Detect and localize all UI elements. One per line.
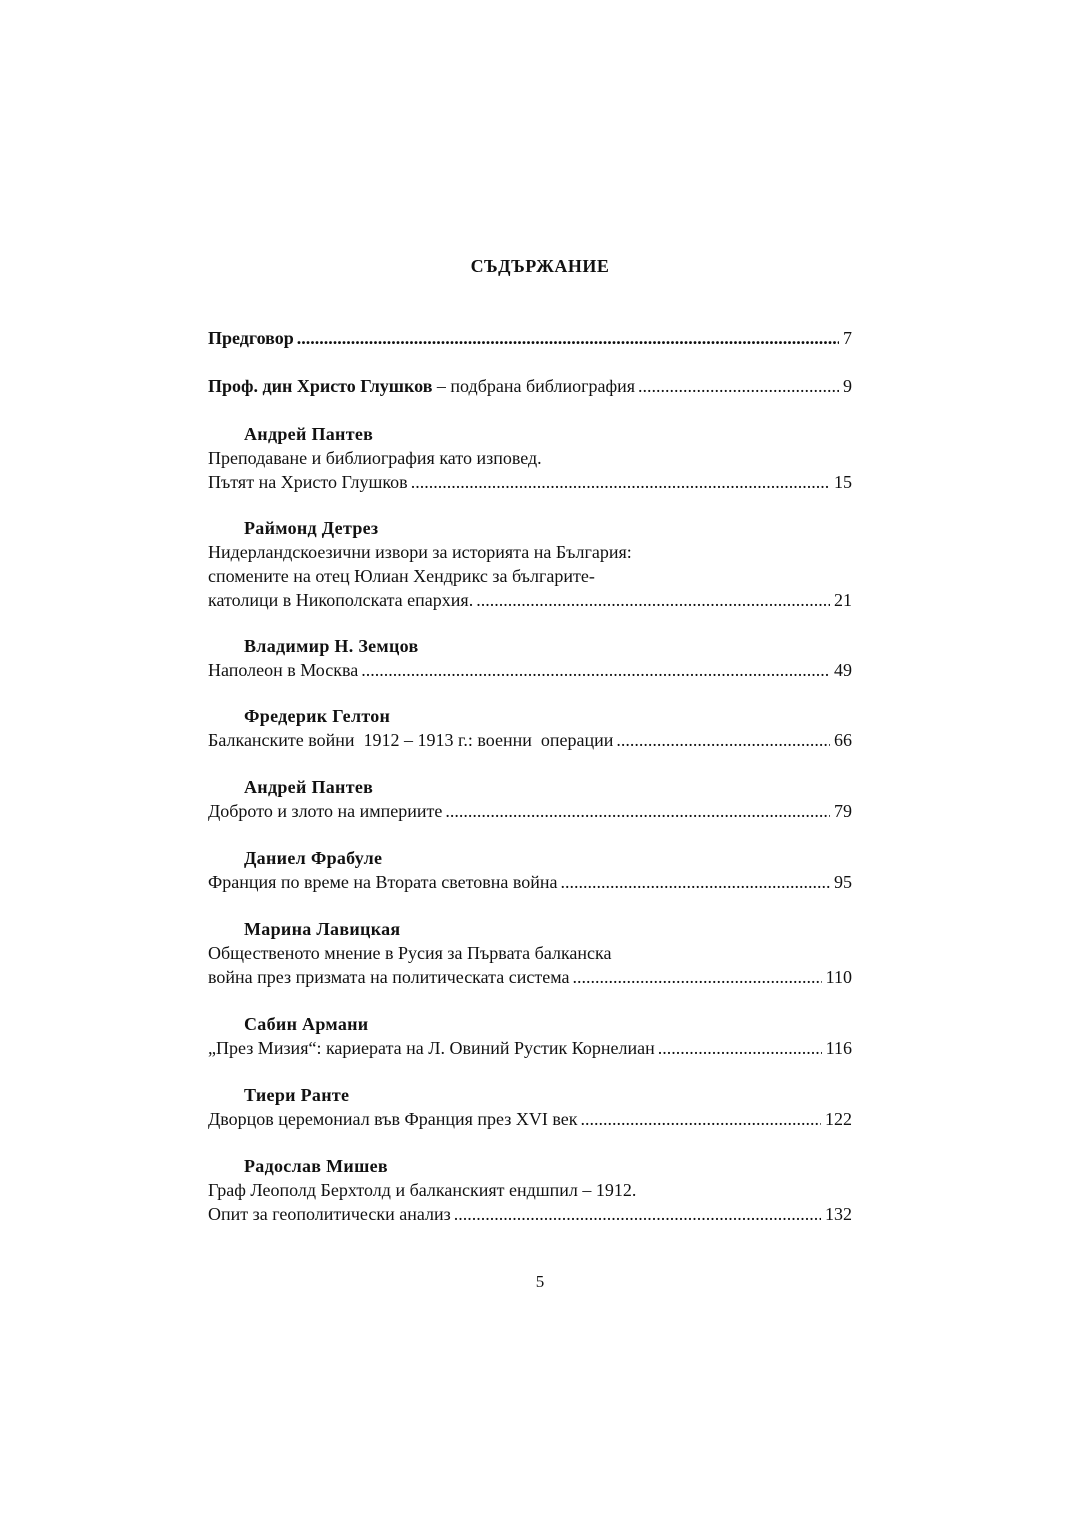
entry-title: война през призмата на политическата система xyxy=(208,967,570,987)
page-ref: 79 xyxy=(834,801,852,821)
toc-entry-bibliography xyxy=(208,374,852,398)
toc-entry xyxy=(208,917,852,989)
toc-line xyxy=(208,374,852,398)
entry-title: Дворцов церемониал във Франция през XVI век xyxy=(208,1109,578,1129)
dot-leader xyxy=(361,658,830,682)
page-ref: 7 xyxy=(843,328,852,348)
page-ref: 132 xyxy=(825,1204,852,1224)
toc-line xyxy=(208,870,852,894)
dot-leader xyxy=(658,1036,822,1060)
page-ref: 15 xyxy=(834,472,852,492)
entry-author: Андрей Пантев xyxy=(244,424,374,444)
entry-author: Марина Лавицкая xyxy=(244,919,401,939)
page-ref: 66 xyxy=(834,730,852,750)
entry-title: католици в Никополската епархия. xyxy=(208,590,474,610)
page-title: СЪДЪРЖАНИЕ xyxy=(470,256,610,276)
toc-line xyxy=(208,470,852,494)
toc-line xyxy=(208,326,852,350)
entry-title-bold: Проф. дин Христо Глушков xyxy=(208,376,433,396)
entry-title: Пътят на Христо Глушков xyxy=(208,472,408,492)
toc-line xyxy=(208,658,852,682)
toc-line xyxy=(208,799,852,823)
toc-entry xyxy=(208,1083,852,1131)
dot-leader xyxy=(476,588,830,612)
page-ref: 122 xyxy=(825,1109,852,1129)
page-ref: 9 xyxy=(843,376,852,396)
toc-entry xyxy=(208,1154,852,1226)
dot-leader xyxy=(638,374,839,398)
toc-line xyxy=(208,1036,852,1060)
entry-title-line: Граф Леополд Берхтолд и балканският ендшпил – 1912. xyxy=(208,1180,637,1200)
entry-title: Наполеон в Москва xyxy=(208,660,359,680)
toc-entry-preface xyxy=(208,326,852,350)
toc-entry xyxy=(208,846,852,894)
toc-entry xyxy=(208,422,852,494)
entry-author: Сабин Армани xyxy=(244,1014,369,1034)
toc-entry xyxy=(208,1012,852,1060)
toc-line xyxy=(208,965,852,989)
toc-entry xyxy=(208,704,852,752)
page-ref: 110 xyxy=(825,967,852,987)
entry-author: Радослав Мишев xyxy=(244,1156,388,1176)
entry-author: Тиери Ранте xyxy=(244,1085,350,1105)
entry-title-line: Общественото мнение в Русия за Първата балканска xyxy=(208,943,612,963)
entry-author: Даниел Фрабуле xyxy=(244,848,383,868)
entry-title-line: Нидерландскоезични извори за историята на България: xyxy=(208,542,632,562)
entry-author: Владимир Н. Земцов xyxy=(244,636,419,656)
entry-title-line: Преподаване и библиография като изповед. xyxy=(208,448,542,468)
page-ref: 21 xyxy=(834,590,852,610)
entry-author: Андрей Пантев xyxy=(244,777,374,797)
toc-entry xyxy=(208,634,852,682)
entry-title-rest: – подбрана библиография xyxy=(432,376,636,396)
page-number: 5 xyxy=(535,1272,545,1291)
toc-line xyxy=(208,1202,852,1226)
entry-title: Франция по време на Втората световна война xyxy=(208,872,558,892)
toc-line xyxy=(208,588,852,612)
entry-title: Предговор xyxy=(208,328,294,348)
entry-title: Доброто и злото на империите xyxy=(208,801,443,821)
entry-author: Раймонд Детрез xyxy=(244,518,379,538)
toc-entry xyxy=(208,775,852,823)
entry-title: Опит за геополитически анализ xyxy=(208,1204,451,1224)
dot-leader xyxy=(616,728,830,752)
dot-leader xyxy=(454,1202,821,1226)
dot-leader xyxy=(572,965,821,989)
entry-title xyxy=(208,374,635,398)
entry-title: Балканските войни 1912 – 1913 г.: военни операции xyxy=(208,730,614,750)
entry-author: Фредерик Гелтон xyxy=(244,706,391,726)
toc-line xyxy=(208,728,852,752)
entry-title-line: спомените на отец Юлиан Хендрикс за българите- xyxy=(208,566,595,586)
page-ref: 116 xyxy=(825,1038,852,1058)
dot-leader xyxy=(445,799,830,823)
entry-title: „През Мизия“: кариерата на Л. Овиний Рустик Корнелиан xyxy=(208,1038,655,1058)
dot-leader xyxy=(561,870,831,894)
toc-line xyxy=(208,1107,852,1131)
page-ref: 95 xyxy=(834,872,852,892)
toc-entry xyxy=(208,516,852,612)
page-ref: 49 xyxy=(834,660,852,680)
dot-leader xyxy=(581,1107,821,1131)
dot-leader xyxy=(297,326,839,350)
dot-leader xyxy=(411,470,830,494)
